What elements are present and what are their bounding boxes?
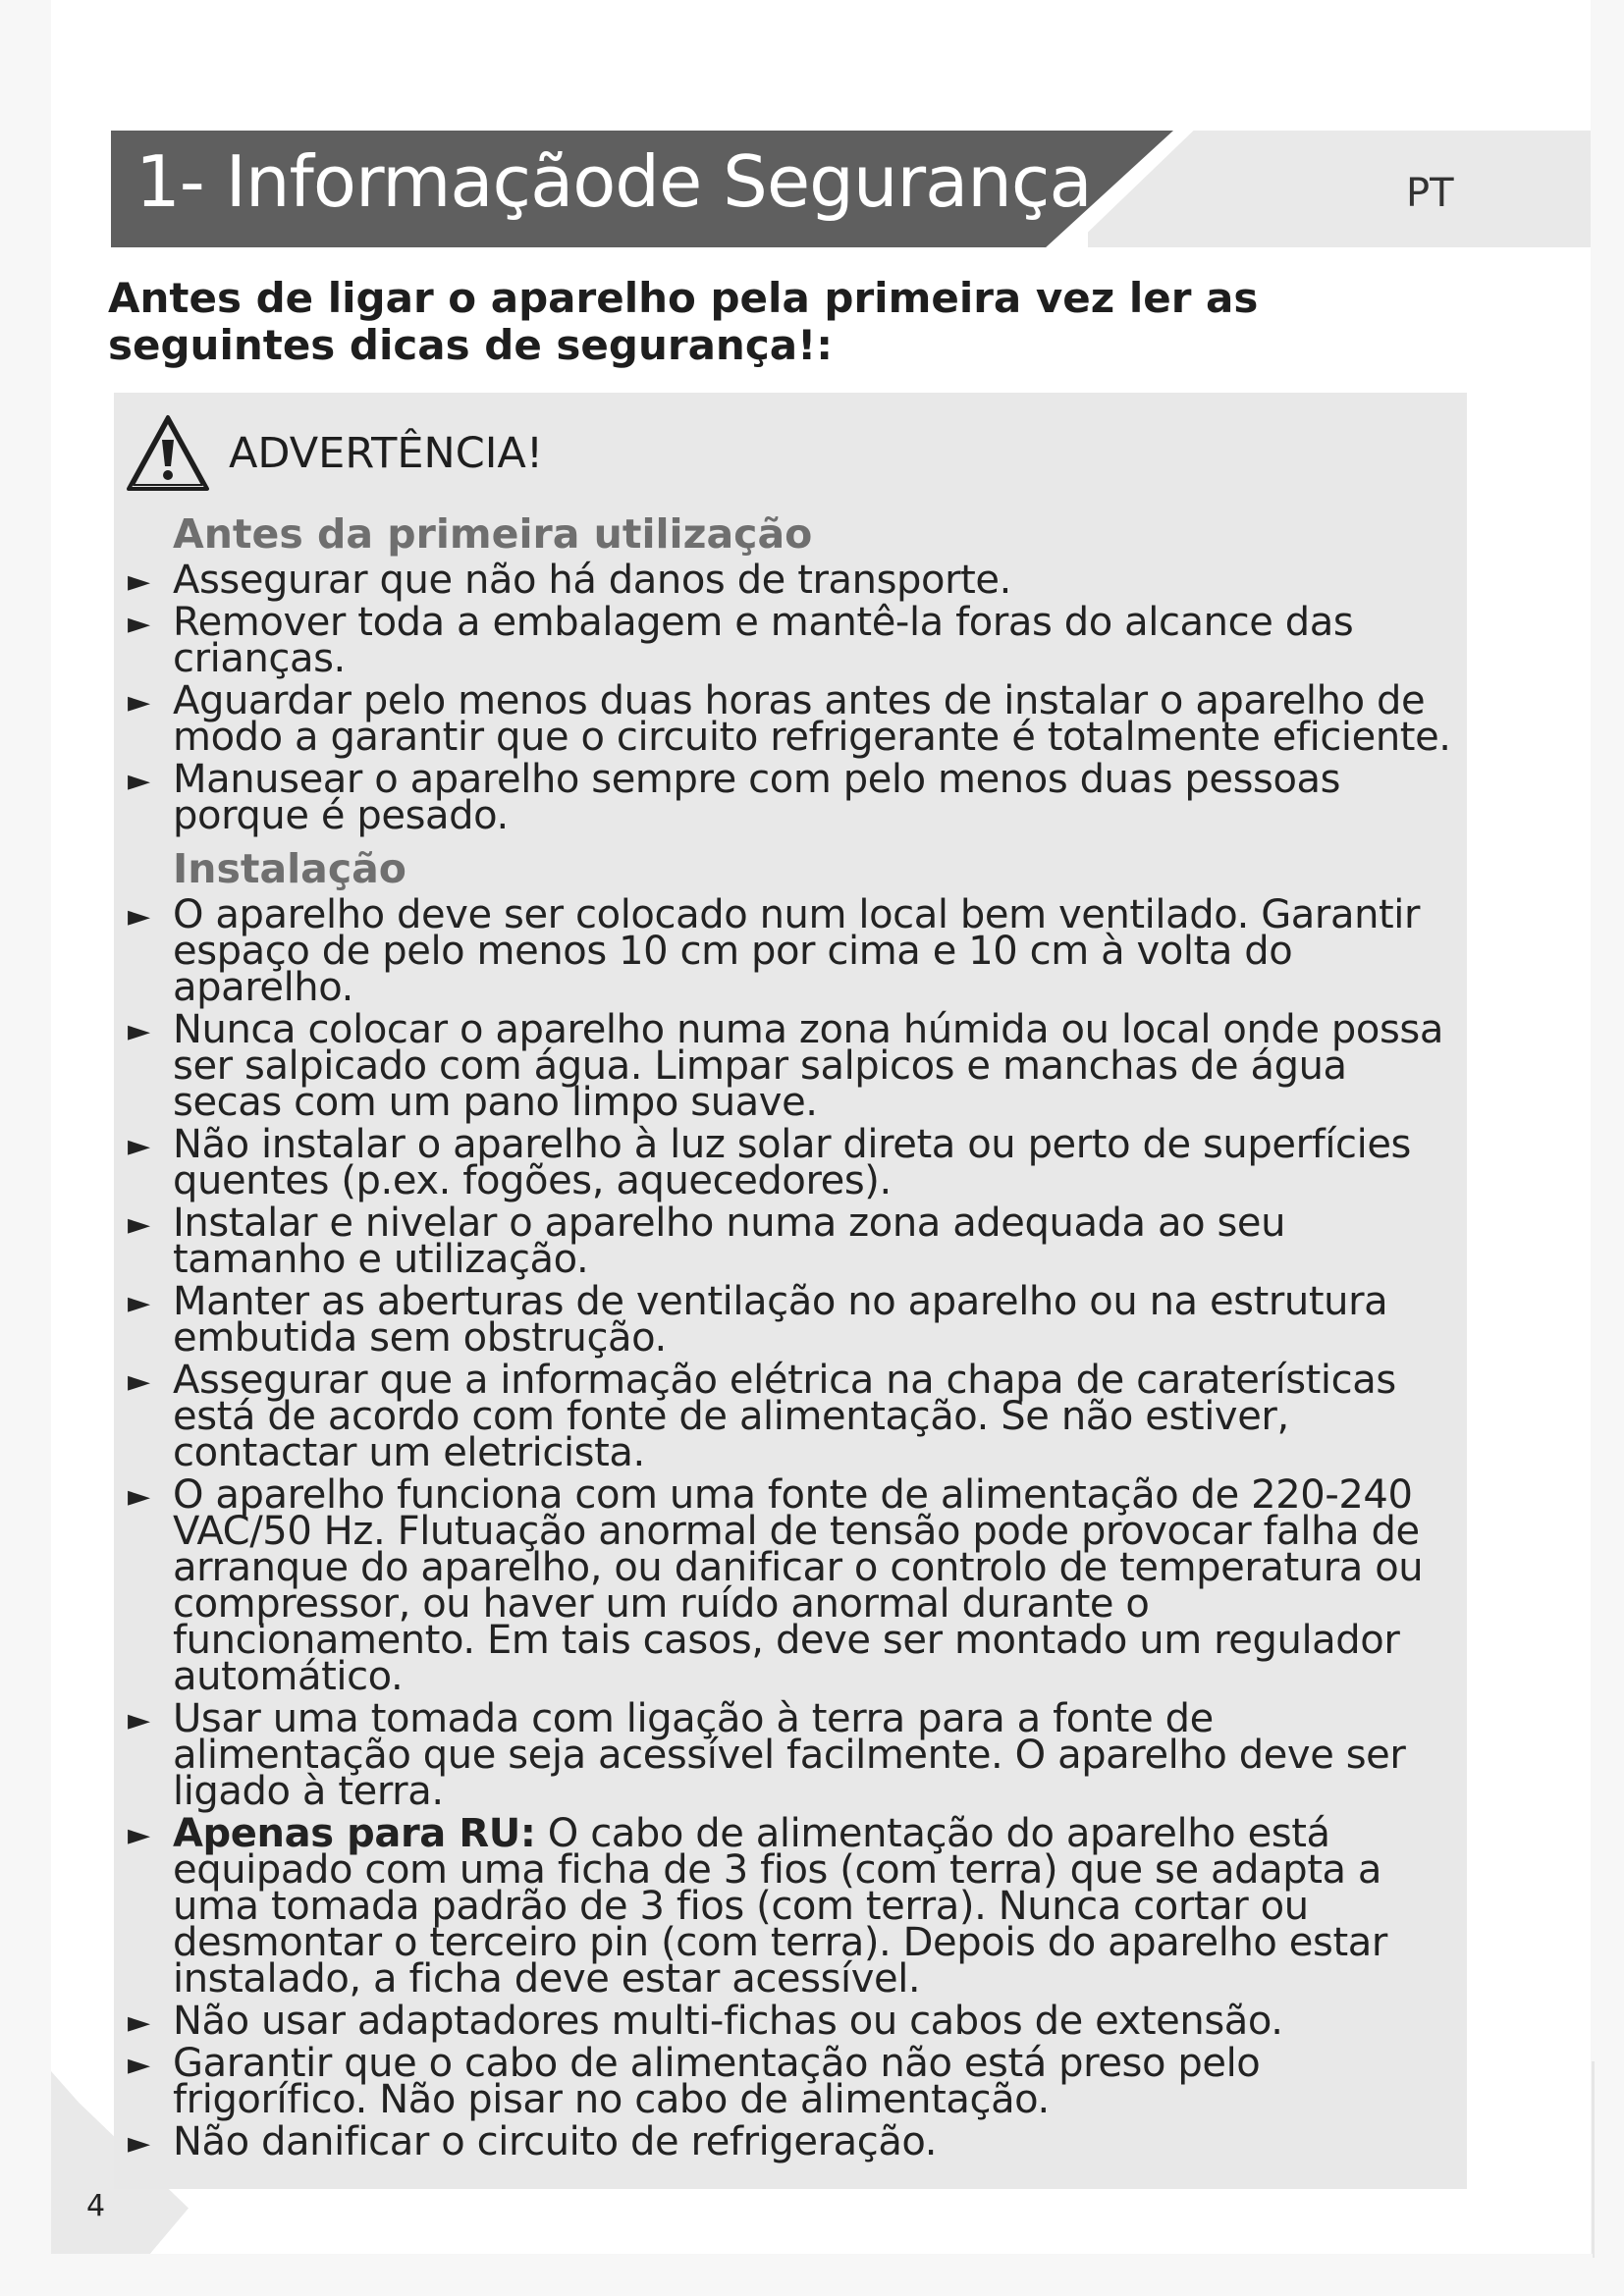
list-item: ► Manusear o aparelho sempre com pelo menos duas pessoas porque é pesado. [128,762,1459,834]
list-item: ► Não usar adaptadores multi-fichas ou cabos de extensão. [128,2003,1459,2040]
list-item: ► Nunca colocar o aparelho numa zona húmida ou local onde possa ser salpicado com água. Limpar salpicos e manchas de água secas com um pano limpo suave. [128,1012,1459,1121]
uk-note-item [128,1811,1459,2002]
section-title-before-first-use: Antes da primeira utilização [173,510,813,558]
right-margin-line [1592,2061,1595,2258]
left-margin-shade [0,0,51,2296]
warning-triangle-icon [124,412,212,495]
intro-text: Antes de ligar o aparelho pela primeira vez ler as seguintes dicas de segurança!: [108,274,1259,369]
list-item: ► Instalar e nivelar o aparelho numa zona adequada ao seu tamanho e utilização. [128,1205,1459,1278]
list-item: ► O aparelho deve ser colocado num local bem ventilado. Garantir espaço de pelo menos 10 cm por cima e 10 cm à volta do aparelho. [128,897,1459,1006]
list-item: ► Não instalar o aparelho à luz solar direta ou perto de superfícies quentes (p.ex. fogões, aquecedores). [128,1127,1459,1200]
list-item: ► O aparelho funciona com uma fonte de alimentação de 220-240 VAC/50 Hz. Flutuação anormal de tensão pode provocar falha de arranque do aparelho, ou danificar o controlo de temperatura ou compressor, ou haver um ruído anormal durante o funcionamento. Em tais casos, deve ser montado um regulador automático. [128,1477,1459,1695]
safety-content [128,506,1459,2166]
bottom-margin-shade [51,2254,1593,2296]
language-code: PT [1406,171,1454,216]
bullet-list-before-first-use [128,558,1459,838]
list-item: ► Assegurar que não há danos de transporte. [128,562,1459,599]
bullet-list-installation [128,892,1459,2164]
right-margin-shade [1591,0,1624,2296]
list-item: ► Aguardar pelo menos duas horas antes de instalar o aparelho de modo a garantir que o circuito refrigerante é totalmente eficiente. [128,683,1459,756]
list-item: ► Usar uma tomada com ligação à terra para a fonte de alimentação que seja acessível facilmente. O aparelho deve ser ligado à terra. [128,1701,1459,1810]
list-item: ► Remover toda a embalagem e mantê-la foras do alcance das crianças. [128,605,1459,677]
list-item: ► Manter as aberturas de ventilação no aparelho ou na estrutura embutida sem obstrução. [128,1284,1459,1357]
uk-note-text: O cabo de alimentação do aparelho está equipado com uma ficha de 3 fios (com terra) que se adapta a uma tomada padrão de 3 fios (com terra). Nunca cortar ou desmontar o terceiro pin (com terra). Depois do aparelho estar instalado, a ficha deve estar acessível. [173,1811,1387,2002]
list-item: ► Garantir que o cabo de alimentação não está preso pelo frigorífico. Não pisar no cabo de alimentação. [128,2046,1459,2118]
uk-note-label: Apenas para RU: [173,1811,536,1856]
list-item: ► Não danificar o circuito de refrigeração. [128,2124,1459,2161]
list-item: ► Assegurar que a informação elétrica na chapa de caraterísticas está de acordo com fonte de alimentação. Se não estiver, contactar um eletricista. [128,1362,1459,1471]
section-title-installation: Instalação [173,845,406,892]
page-number: 4 [86,2189,106,2223]
language-tab [1088,131,1591,247]
warning-title: ADVERTÊNCIA! [229,429,544,478]
page-title: 1- Informaçãode Segurança [135,140,1092,223]
